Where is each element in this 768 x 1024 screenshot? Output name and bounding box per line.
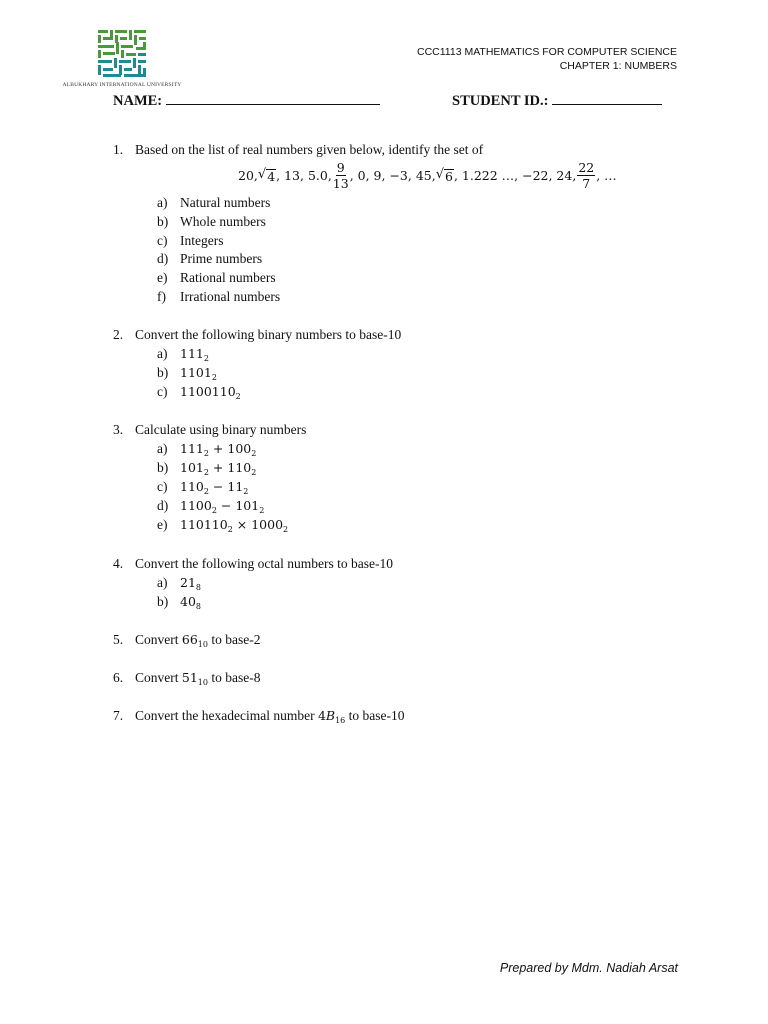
fraction-9-13 [333,160,349,191]
binary-number [180,365,217,380]
number-base: 8 [195,602,201,611]
seq-text: 20, [238,167,258,183]
question-text: Based on the list of real numbers given below, identify the set of [135,142,484,157]
option-letter: a) [157,195,168,210]
octal-number [180,594,201,609]
number-base: 2 [211,373,217,382]
question-number: 3. [113,422,124,437]
operator: × [232,517,252,532]
octal-number [180,575,201,590]
decimal-number [182,670,208,685]
number-digits: 51 [181,670,198,685]
hexadecimal-number [318,708,345,723]
radical-sign: √ [257,166,267,182]
question-text: Calculate using binary numbers [135,422,307,437]
left-base: 2 [203,449,209,458]
student-id-blank-line[interactable] [552,92,662,105]
number-digits: 1101 [180,365,212,380]
prepared-by-footer: Prepared by Mdm. Nadiah Arsat [499,961,678,975]
operator: − [216,498,236,513]
radicand: 6 [445,168,453,184]
option-letter: a) [157,346,168,361]
left-operand: 1100 [180,498,212,513]
chapter-title: CHAPTER 1: NUMBERS [559,60,677,72]
option-letter: c) [157,233,168,248]
right-operand: 100 [227,441,252,456]
question-number: 4. [113,556,124,571]
seq-text: , … [596,167,617,183]
university-name: ALBUKHARY INTERNATIONAL UNIVERSITY [62,82,182,88]
left-operand: 101 [180,460,204,475]
number-letter: B [325,708,336,723]
seq-text: , 1.222 …, −22, 24, [453,167,577,183]
option-letter: b) [157,214,169,229]
seq-text: , 13, 5.0, [276,167,332,183]
numerator: 22 [578,159,595,175]
option-letter: d) [157,251,169,266]
right-base: 2 [251,468,257,477]
right-base: 2 [251,449,257,458]
question-text-after: to base-2 [207,632,261,647]
binary-expression [180,498,264,513]
name-label: NAME: [113,93,163,109]
denominator: 13 [332,175,349,191]
number-digits: 21 [180,575,196,590]
operator: − [208,479,228,494]
binary-number [180,384,241,399]
number-digits: 66 [181,632,198,647]
option-letter: a) [157,441,168,456]
option-text: Integers [180,233,224,248]
number-digits: 1100110 [180,384,236,399]
denominator: 7 [582,175,591,191]
option-letter: b) [157,365,169,380]
number-base: 2 [203,354,209,363]
right-operand: 1000 [251,517,284,532]
question-text: Convert the following binary numbers to base-10 [135,327,402,342]
option-text: Natural numbers [180,195,271,210]
question-number: 2. [113,327,124,342]
left-base: 2 [203,487,209,496]
right-operand: 110 [227,460,252,475]
radicand: 4 [267,168,276,184]
binary-number [180,346,209,361]
option-text: Whole numbers [180,214,266,229]
numerator: 9 [336,159,345,175]
right-operand: 101 [235,498,260,513]
right-base: 2 [259,506,265,515]
number-digits: 40 [180,594,196,609]
option-letter: b) [157,460,169,475]
question-number: 6. [113,670,124,685]
question-text: Convert the following octal numbers to base-10 [135,556,393,571]
number-base: 10 [197,640,208,649]
question-text-after: to base-8 [207,670,261,685]
binary-expression [180,460,256,475]
option-text: Rational numbers [180,270,276,285]
question-number: 7. [113,708,124,723]
name-blank-line[interactable] [166,92,380,105]
radical-sign: √ [435,166,444,182]
question-text-before: Convert the hexadecimal number [135,708,318,723]
seq-text: , 0, 9, −3, 45, [349,167,436,183]
option-letter: c) [157,384,168,399]
number-base: 8 [195,583,201,592]
binary-expression [180,479,248,494]
operator: + [208,441,228,456]
student-id-field [452,92,662,110]
option-letter: e) [157,270,168,285]
left-base: 2 [227,525,233,534]
question-text-before: Convert [135,632,182,647]
sqrt-expression [258,167,276,184]
number-digit: 4 [317,708,326,723]
question-text [135,670,260,686]
option-text: Irrational numbers [180,289,281,304]
option-letter: f) [157,289,166,304]
number-base: 16 [335,716,346,725]
question-text [135,632,260,648]
left-base: 2 [203,468,209,477]
question-text-after: to base-10 [345,708,405,723]
left-operand: 111 [180,441,204,456]
real-numbers-list [238,156,617,194]
option-letter: a) [157,575,168,590]
student-id-label: STUDENT ID.: [452,93,549,109]
question-number: 5. [113,632,124,647]
option-letter: b) [157,594,169,609]
question-number: 1. [113,142,124,157]
question-text-before: Convert [135,670,182,685]
left-base: 2 [211,506,217,515]
question-text [135,708,405,724]
decimal-number [182,632,208,647]
option-text: Prime numbers [180,251,263,266]
sqrt-expression [436,167,454,184]
right-base: 2 [283,525,289,534]
right-operand: 11 [227,479,244,494]
option-letter: d) [157,498,169,513]
number-base: 10 [197,678,208,687]
name-field [113,92,380,110]
fraction-22-7 [577,160,595,191]
option-letter: e) [157,517,168,532]
right-base: 2 [243,487,249,496]
number-digits: 111 [180,346,204,361]
course-title: CCC1113 MATHEMATICS FOR COMPUTER SCIENCE [417,46,677,58]
number-base: 2 [235,392,241,401]
option-letter: c) [157,479,168,494]
university-logo [96,28,148,80]
left-operand: 110110 [180,517,228,532]
operator: + [208,460,228,475]
binary-expression [180,517,288,532]
left-operand: 110 [180,479,204,494]
binary-expression [180,441,256,456]
